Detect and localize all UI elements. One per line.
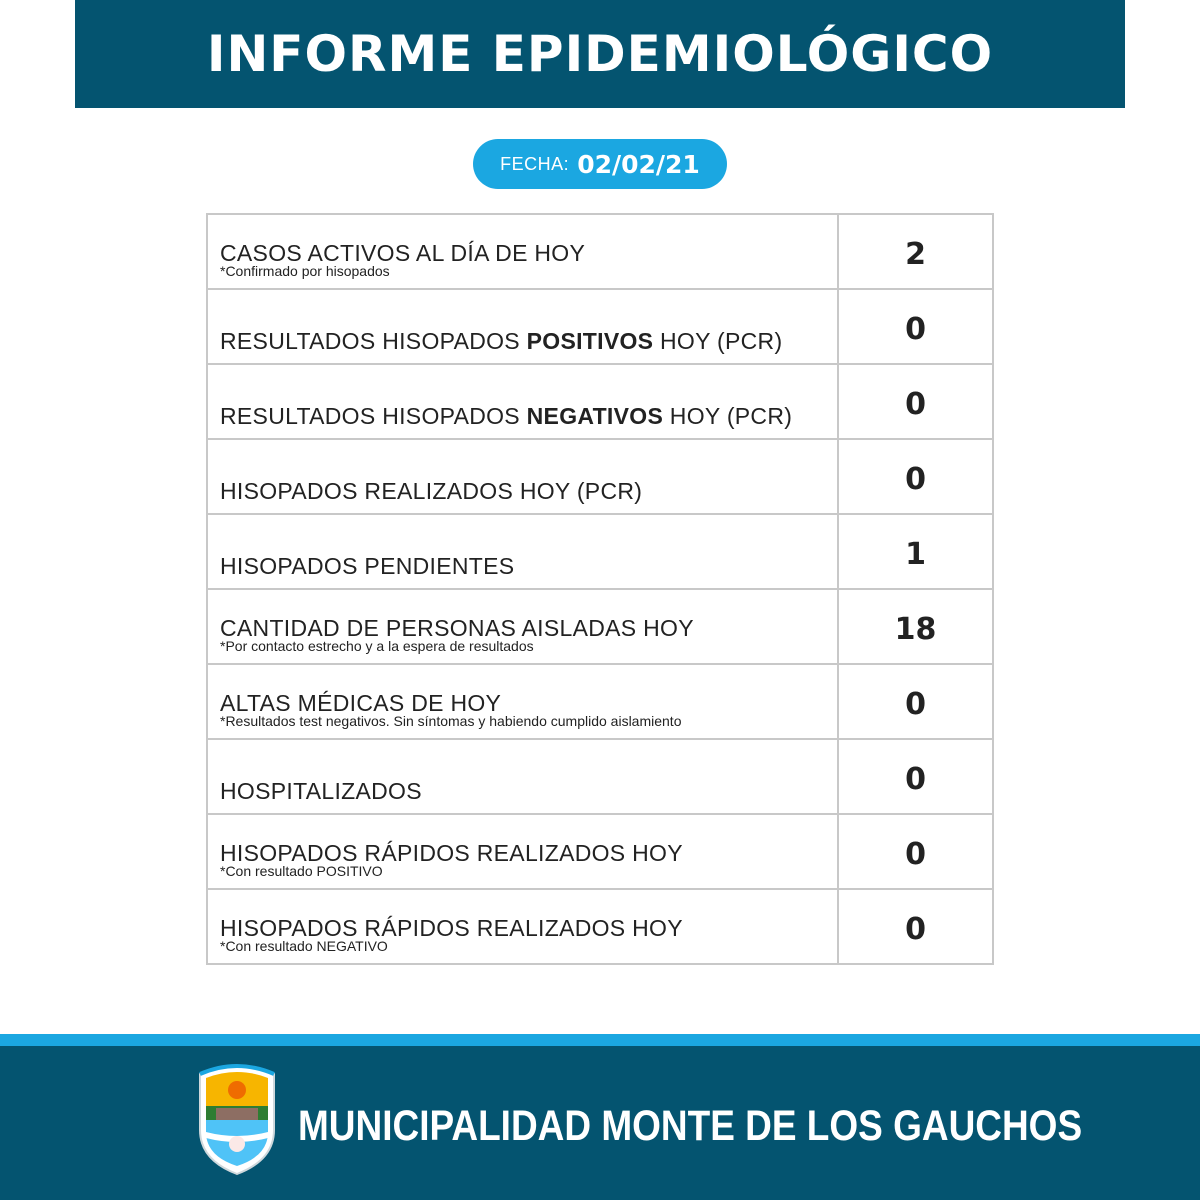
row-label-cell [207, 514, 838, 589]
row-value-cell [838, 889, 993, 964]
row-label [220, 750, 837, 804]
row-label-cell [207, 439, 838, 514]
row-note: *Resultados test negativos. Sin síntomas y habiendo cumplido aislamiento [220, 712, 682, 729]
row-value: 18 [894, 612, 937, 647]
row-value-cell [838, 289, 993, 364]
stats-table [206, 213, 994, 965]
row-label-text: HISOPADOS REALIZADOS HOY (PCR) [220, 477, 643, 504]
row-value: 2 [905, 237, 926, 272]
table-row [207, 364, 993, 439]
row-value-cell [838, 664, 993, 739]
row-label-text: CASOS ACTIVOS AL DÍA DE HOY [220, 239, 586, 266]
row-label-text: CANTIDAD DE PERSONAS AISLADAS HOY [220, 614, 694, 641]
row-label [220, 676, 837, 716]
row-value-cell [838, 739, 993, 814]
row-label-text: HISOPADOS RÁPIDOS REALIZADOS HOY [220, 914, 683, 941]
row-label-emphasis: POSITIVOS [526, 327, 654, 354]
municipal-crest-icon [192, 1060, 282, 1176]
municipality-name: MUNICIPALIDAD MONTE DE LOS GAUCHOS [298, 1102, 1083, 1150]
row-value: 0 [905, 762, 926, 797]
table-row [207, 814, 993, 889]
table-row [207, 739, 993, 814]
row-note: *Con resultado POSITIVO [220, 862, 383, 879]
row-value: 0 [905, 387, 926, 422]
footer-accent-stripe [0, 1034, 1200, 1046]
table-row [207, 664, 993, 739]
table-row [207, 289, 993, 364]
table-row [207, 439, 993, 514]
row-value: 1 [905, 537, 926, 572]
row-value-cell [838, 214, 993, 289]
row-value-cell [838, 439, 993, 514]
row-label-cell [207, 289, 838, 364]
row-note: *Por contacto estrecho y a la espera de resultados [220, 637, 534, 654]
row-value: 0 [905, 312, 926, 347]
row-value-cell [838, 589, 993, 664]
row-value: 0 [905, 837, 926, 872]
date-label: FECHA: [500, 153, 570, 174]
row-label-cell [207, 664, 838, 739]
row-value: 0 [905, 687, 926, 722]
row-label-cell [207, 589, 838, 664]
table-row [207, 514, 993, 589]
row-value: 0 [905, 462, 926, 497]
row-label [220, 450, 837, 504]
date-value: 02/02/21 [577, 149, 700, 179]
row-value-cell [838, 364, 993, 439]
row-value: 0 [905, 912, 926, 947]
row-label-cell [207, 364, 838, 439]
row-label [220, 375, 837, 429]
date-badge [473, 139, 727, 189]
row-label [220, 901, 837, 941]
row-value-cell [838, 814, 993, 889]
row-label-text: HOSPITALIZADOS [220, 777, 422, 804]
row-label-text: RESULTADOS HISOPADOS [220, 327, 527, 354]
row-label-cell [207, 889, 838, 964]
row-label-cell [207, 814, 838, 889]
table-row [207, 214, 993, 289]
row-value-cell [838, 514, 993, 589]
page-title: INFORME EPIDEMIOLÓGICO [206, 25, 994, 83]
row-label [220, 601, 837, 641]
row-label-text: HISOPADOS PENDIENTES [220, 552, 515, 579]
row-label-cell [207, 214, 838, 289]
row-label-text: RESULTADOS HISOPADOS [220, 402, 527, 429]
row-label [220, 300, 837, 354]
row-label [220, 525, 837, 579]
row-note: *Confirmado por hisopados [220, 262, 390, 279]
row-label-text: HISOPADOS RÁPIDOS REALIZADOS HOY [220, 839, 683, 866]
row-label-cell [207, 739, 838, 814]
row-label-emphasis: NEGATIVOS [526, 402, 664, 429]
table-row [207, 889, 993, 964]
row-note: *Con resultado NEGATIVO [220, 937, 388, 954]
header-banner [75, 0, 1125, 108]
row-label [220, 226, 837, 266]
row-label-text: HOY (PCR) [653, 327, 783, 354]
row-label-text: ALTAS MÉDICAS DE HOY [220, 689, 502, 716]
row-label [220, 826, 837, 866]
row-label-text: HOY (PCR) [663, 402, 793, 429]
table-row [207, 589, 993, 664]
